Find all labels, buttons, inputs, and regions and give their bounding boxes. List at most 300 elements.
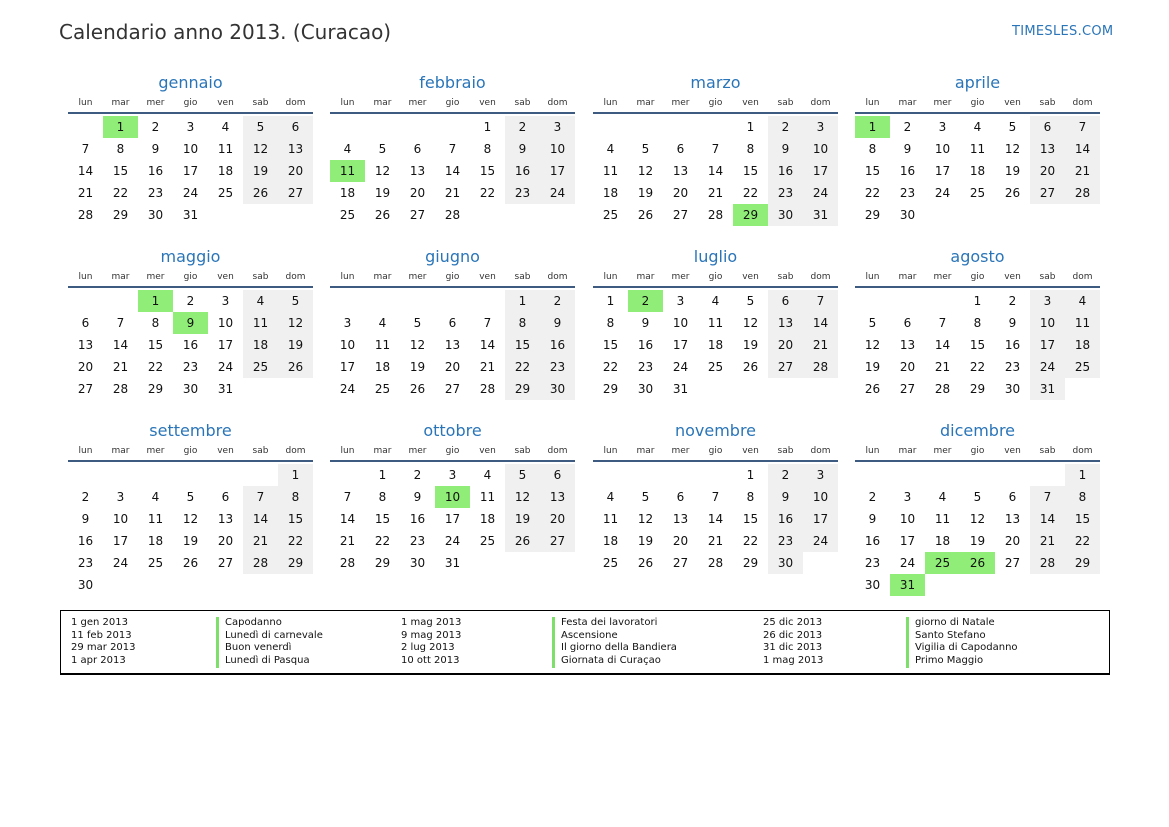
day-cell: 2 bbox=[81, 490, 90, 504]
month-agosto bbox=[855, 246, 1100, 400]
day-cell: 9 bbox=[903, 142, 912, 156]
day-cell: 22 bbox=[147, 360, 164, 374]
weekday-label: mer bbox=[671, 272, 690, 282]
day-cell: 24 bbox=[217, 360, 234, 374]
month-settembre bbox=[68, 420, 313, 596]
day-cell: 28 bbox=[479, 382, 496, 396]
day-cell: 29 bbox=[278, 552, 313, 574]
day-grid bbox=[855, 116, 1100, 226]
day-cell: 11 bbox=[374, 338, 391, 352]
day-cell: 16 bbox=[864, 534, 881, 548]
day-cell: 13 bbox=[409, 164, 426, 178]
day-cell: 30 bbox=[768, 204, 803, 226]
day-cell: 29 bbox=[147, 382, 164, 396]
weekday-header bbox=[330, 270, 575, 288]
day-cell: 4 bbox=[221, 120, 230, 134]
day-cell: 23 bbox=[637, 360, 654, 374]
empty-cell bbox=[663, 464, 698, 486]
legend-date: 10 ott 2013 bbox=[401, 655, 460, 667]
day-cell: 29 bbox=[1065, 552, 1100, 574]
day-cell: 3 bbox=[448, 468, 457, 482]
weekday-label: sab bbox=[777, 98, 794, 108]
day-cell: 19 bbox=[182, 534, 199, 548]
day-cell: 8 bbox=[378, 490, 387, 504]
legend-date: 29 mar 2013 bbox=[71, 642, 136, 654]
weekday-label: mar bbox=[636, 98, 655, 108]
day-cell: 25 bbox=[602, 208, 619, 222]
day-cell: 14 bbox=[707, 164, 724, 178]
month-gennaio bbox=[68, 72, 313, 226]
weekday-label: mar bbox=[898, 446, 917, 456]
day-cell: 22 bbox=[374, 534, 391, 548]
day-cell: 12 bbox=[278, 312, 313, 334]
day-cell: 1 bbox=[1065, 464, 1100, 486]
day-cell: 13 bbox=[278, 138, 313, 160]
day-grid bbox=[330, 290, 575, 400]
weekday-label: mer bbox=[671, 446, 690, 456]
weekday-label: dom bbox=[1072, 446, 1093, 456]
day-cell: 22 bbox=[112, 186, 129, 200]
day-cell: 24 bbox=[803, 182, 838, 204]
day-grid bbox=[330, 464, 575, 574]
day-cell: 13 bbox=[217, 512, 234, 526]
empty-cell bbox=[593, 464, 628, 486]
day-cell: 19 bbox=[243, 160, 278, 182]
day-cell: 15 bbox=[505, 334, 540, 356]
weekday-label: ven bbox=[742, 98, 759, 108]
day-cell: 10 bbox=[1030, 312, 1065, 334]
day-cell: 10 bbox=[899, 512, 916, 526]
day-cell: 27 bbox=[1004, 556, 1021, 570]
day-cell: 16 bbox=[768, 508, 803, 530]
day-cell: 19 bbox=[969, 534, 986, 548]
legend-date: 25 dic 2013 bbox=[763, 617, 823, 628]
weekday-label: lun bbox=[78, 272, 93, 282]
day-cell: 19 bbox=[637, 534, 654, 548]
day-cell: 6 bbox=[903, 316, 912, 330]
day-cell: 12 bbox=[637, 164, 654, 178]
day-cell: 23 bbox=[409, 534, 426, 548]
weekday-header bbox=[68, 444, 313, 462]
empty-cell bbox=[138, 464, 173, 486]
day-cell: 4 bbox=[711, 294, 720, 308]
day-cell: 5 bbox=[1008, 120, 1017, 134]
day-cell: 19 bbox=[409, 360, 426, 374]
weekday-label: lun bbox=[340, 98, 355, 108]
legend-date: 11 feb 2013 bbox=[71, 629, 132, 641]
weekday-label: gio bbox=[445, 446, 460, 456]
day-cell: 14 bbox=[339, 512, 356, 526]
day-cell: 1 bbox=[278, 464, 313, 486]
day-cell: 17 bbox=[112, 534, 129, 548]
month-luglio bbox=[593, 246, 838, 400]
day-cell: 24 bbox=[540, 182, 575, 204]
day-cell: 16 bbox=[637, 338, 654, 352]
legend-holiday-name: Vigilia di Capodanno bbox=[915, 642, 1018, 654]
weekday-header bbox=[68, 270, 313, 288]
empty-cell bbox=[68, 464, 103, 486]
day-cell: 4 bbox=[973, 120, 982, 134]
day-cell: 31 bbox=[217, 382, 234, 396]
day-cell: 6 bbox=[81, 316, 90, 330]
day-cell: 16 bbox=[899, 164, 916, 178]
holiday-day-cell: 1 bbox=[103, 116, 138, 138]
day-cell: 21 bbox=[444, 186, 461, 200]
day-cell: 23 bbox=[768, 530, 803, 552]
weekday-label: dom bbox=[547, 272, 568, 282]
day-cell: 14 bbox=[803, 312, 838, 334]
day-cell: 23 bbox=[182, 360, 199, 374]
day-cell: 28 bbox=[707, 556, 724, 570]
weekday-header bbox=[593, 444, 838, 462]
day-cell: 8 bbox=[868, 142, 877, 156]
empty-cell bbox=[470, 290, 505, 312]
day-cell: 25 bbox=[602, 556, 619, 570]
weekday-label: mer bbox=[933, 272, 952, 282]
month-name: gennaio bbox=[158, 73, 223, 92]
day-cell: 8 bbox=[116, 142, 125, 156]
day-cell: 13 bbox=[77, 338, 94, 352]
day-cell: 29 bbox=[505, 378, 540, 400]
day-cell: 7 bbox=[243, 486, 278, 508]
day-cell: 8 bbox=[278, 486, 313, 508]
legend-holiday-name: Santo Stefano bbox=[915, 629, 986, 641]
holiday-day-cell: 10 bbox=[435, 486, 470, 508]
day-cell: 20 bbox=[444, 360, 461, 374]
weekday-label: lun bbox=[865, 446, 880, 456]
day-cell: 13 bbox=[899, 338, 916, 352]
legend-dates-col-2 bbox=[401, 617, 461, 668]
day-cell: 22 bbox=[864, 186, 881, 200]
legend-date: 2 lug 2013 bbox=[401, 642, 455, 654]
empty-cell bbox=[400, 290, 435, 312]
day-cell: 17 bbox=[934, 164, 951, 178]
day-cell: 18 bbox=[934, 534, 951, 548]
day-cell: 7 bbox=[1030, 486, 1065, 508]
month-marzo bbox=[593, 72, 838, 226]
day-cell: 10 bbox=[339, 338, 356, 352]
holiday-day-cell: 31 bbox=[890, 574, 925, 596]
day-cell: 2 bbox=[540, 290, 575, 312]
day-cell: 2 bbox=[505, 116, 540, 138]
weekday-label: sab bbox=[514, 98, 531, 108]
day-cell: 30 bbox=[540, 378, 575, 400]
day-cell: 22 bbox=[479, 186, 496, 200]
day-cell: 9 bbox=[641, 316, 650, 330]
day-cell: 13 bbox=[1004, 512, 1021, 526]
day-cell: 27 bbox=[899, 382, 916, 396]
day-cell: 15 bbox=[1065, 508, 1100, 530]
day-cell: 28 bbox=[1065, 182, 1100, 204]
month-maggio bbox=[68, 246, 313, 400]
weekday-label: ven bbox=[217, 446, 234, 456]
day-cell: 7 bbox=[81, 142, 90, 156]
weekday-label: lun bbox=[78, 446, 93, 456]
day-cell: 5 bbox=[505, 464, 540, 486]
day-cell: 4 bbox=[606, 142, 615, 156]
day-cell: 3 bbox=[186, 120, 195, 134]
weekday-label: gio bbox=[970, 446, 985, 456]
holiday-day-cell: 26 bbox=[960, 552, 995, 574]
weekday-header bbox=[68, 96, 313, 114]
legend-names-col-2 bbox=[552, 617, 677, 668]
weekday-label: lun bbox=[865, 98, 880, 108]
weekday-label: gio bbox=[708, 272, 723, 282]
weekday-label: dom bbox=[810, 446, 831, 456]
day-cell: 28 bbox=[77, 208, 94, 222]
day-cell: 16 bbox=[768, 160, 803, 182]
empty-cell bbox=[435, 116, 470, 138]
weekday-label: mar bbox=[636, 446, 655, 456]
day-cell: 10 bbox=[217, 316, 234, 330]
day-cell: 16 bbox=[505, 160, 540, 182]
day-cell: 8 bbox=[746, 490, 755, 504]
day-cell: 6 bbox=[768, 290, 803, 312]
day-cell: 11 bbox=[217, 142, 234, 156]
day-cell: 12 bbox=[969, 512, 986, 526]
weekday-header bbox=[855, 444, 1100, 462]
day-cell: 7 bbox=[711, 490, 720, 504]
empty-cell bbox=[1030, 464, 1065, 486]
day-cell: 15 bbox=[602, 338, 619, 352]
weekday-label: ven bbox=[742, 446, 759, 456]
day-cell: 8 bbox=[1065, 486, 1100, 508]
weekday-label: mar bbox=[373, 272, 392, 282]
empty-cell bbox=[330, 116, 365, 138]
day-cell: 1 bbox=[746, 120, 755, 134]
day-cell: 11 bbox=[147, 512, 164, 526]
day-cell: 15 bbox=[864, 164, 881, 178]
day-cell: 8 bbox=[483, 142, 492, 156]
weekday-label: mer bbox=[408, 446, 427, 456]
day-cell: 5 bbox=[278, 290, 313, 312]
day-cell: 23 bbox=[864, 556, 881, 570]
brand-link[interactable]: TIMESLES.COM bbox=[1012, 24, 1114, 39]
day-cell: 13 bbox=[1030, 138, 1065, 160]
weekday-label: gio bbox=[445, 98, 460, 108]
day-cell: 7 bbox=[803, 290, 838, 312]
month-aprile bbox=[855, 72, 1100, 226]
day-cell: 8 bbox=[746, 142, 755, 156]
day-cell: 28 bbox=[1030, 552, 1065, 574]
day-cell: 27 bbox=[768, 356, 803, 378]
day-cell: 21 bbox=[479, 360, 496, 374]
day-cell: 27 bbox=[1030, 182, 1065, 204]
holiday-day-cell: 29 bbox=[733, 204, 768, 226]
day-cell: 25 bbox=[243, 356, 278, 378]
day-cell: 1 bbox=[378, 468, 387, 482]
day-cell: 29 bbox=[742, 556, 759, 570]
day-cell: 22 bbox=[742, 186, 759, 200]
weekday-label: ven bbox=[742, 272, 759, 282]
day-cell: 13 bbox=[672, 164, 689, 178]
day-cell: 17 bbox=[182, 164, 199, 178]
holiday-day-cell: 25 bbox=[925, 552, 960, 574]
day-cell: 10 bbox=[934, 142, 951, 156]
day-cell: 28 bbox=[112, 382, 129, 396]
month-name: novembre bbox=[674, 421, 757, 440]
day-cell: 19 bbox=[505, 508, 540, 530]
weekday-label: mer bbox=[671, 98, 690, 108]
legend-holiday-name: Primo Maggio bbox=[915, 655, 984, 667]
day-cell: 8 bbox=[973, 316, 982, 330]
weekday-label: sab bbox=[514, 446, 531, 456]
weekday-label: gio bbox=[708, 98, 723, 108]
day-cell: 14 bbox=[479, 338, 496, 352]
weekday-label: sab bbox=[252, 98, 269, 108]
day-cell: 24 bbox=[803, 530, 838, 552]
month-dicembre bbox=[855, 420, 1100, 596]
day-cell: 20 bbox=[899, 360, 916, 374]
day-cell: 23 bbox=[77, 556, 94, 570]
weekday-label: gio bbox=[445, 272, 460, 282]
day-cell: 22 bbox=[278, 530, 313, 552]
day-cell: 27 bbox=[278, 182, 313, 204]
day-cell: 21 bbox=[707, 534, 724, 548]
month-giugno bbox=[330, 246, 575, 400]
day-grid bbox=[68, 464, 313, 596]
weekday-label: dom bbox=[285, 272, 306, 282]
weekday-label: sab bbox=[252, 272, 269, 282]
day-cell: 20 bbox=[1004, 534, 1021, 548]
day-cell: 21 bbox=[1030, 530, 1065, 552]
empty-cell bbox=[435, 290, 470, 312]
day-cell: 2 bbox=[903, 120, 912, 134]
day-cell: 9 bbox=[413, 490, 422, 504]
day-cell: 25 bbox=[147, 556, 164, 570]
day-cell: 27 bbox=[77, 382, 94, 396]
day-cell: 10 bbox=[672, 316, 689, 330]
weekday-label: ven bbox=[217, 98, 234, 108]
weekday-label: gio bbox=[183, 98, 198, 108]
day-cell: 27 bbox=[217, 556, 234, 570]
day-cell: 14 bbox=[934, 338, 951, 352]
holiday-day-cell: 9 bbox=[173, 312, 208, 334]
day-cell: 9 bbox=[868, 512, 877, 526]
day-cell: 18 bbox=[602, 186, 619, 200]
day-cell: 15 bbox=[112, 164, 129, 178]
day-cell: 23 bbox=[899, 186, 916, 200]
weekday-label: mer bbox=[933, 446, 952, 456]
day-cell: 2 bbox=[1008, 294, 1017, 308]
weekday-label: sab bbox=[777, 272, 794, 282]
day-cell: 3 bbox=[116, 490, 125, 504]
weekday-label: dom bbox=[285, 98, 306, 108]
day-cell: 16 bbox=[1004, 338, 1021, 352]
legend-holiday-name: Lunedì di Pasqua bbox=[225, 655, 310, 667]
weekday-label: lun bbox=[603, 98, 618, 108]
weekday-label: dom bbox=[1072, 272, 1093, 282]
day-cell: 22 bbox=[742, 534, 759, 548]
day-cell: 9 bbox=[1008, 316, 1017, 330]
empty-cell bbox=[995, 464, 1030, 486]
day-cell: 21 bbox=[1065, 160, 1100, 182]
month-ottobre bbox=[330, 420, 575, 574]
legend-holiday-name: Lunedì di carnevale bbox=[225, 629, 323, 641]
legend-dates-col-1 bbox=[71, 617, 136, 668]
day-cell: 26 bbox=[637, 556, 654, 570]
day-cell: 31 bbox=[444, 556, 461, 570]
day-cell: 3 bbox=[343, 316, 352, 330]
month-name: dicembre bbox=[939, 421, 1016, 440]
weekday-label: mar bbox=[373, 98, 392, 108]
day-cell: 2 bbox=[768, 464, 803, 486]
month-novembre bbox=[593, 420, 838, 574]
day-grid bbox=[593, 116, 838, 226]
weekday-label: ven bbox=[479, 272, 496, 282]
day-cell: 1 bbox=[973, 294, 982, 308]
empty-cell bbox=[925, 464, 960, 486]
day-cell: 6 bbox=[448, 316, 457, 330]
weekday-label: lun bbox=[340, 446, 355, 456]
day-cell: 27 bbox=[444, 382, 461, 396]
empty-cell bbox=[400, 116, 435, 138]
day-grid bbox=[68, 290, 313, 400]
day-cell: 28 bbox=[707, 208, 724, 222]
day-cell: 19 bbox=[1004, 164, 1021, 178]
day-cell: 24 bbox=[182, 186, 199, 200]
weekday-label: sab bbox=[1039, 446, 1056, 456]
day-cell: 30 bbox=[77, 578, 94, 592]
day-cell: 20 bbox=[278, 160, 313, 182]
day-cell: 10 bbox=[803, 486, 838, 508]
day-cell: 22 bbox=[505, 356, 540, 378]
day-cell: 18 bbox=[217, 164, 234, 178]
day-cell: 16 bbox=[77, 534, 94, 548]
day-cell: 31 bbox=[182, 208, 199, 222]
day-cell: 30 bbox=[899, 208, 916, 222]
weekday-header bbox=[330, 444, 575, 462]
day-cell: 11 bbox=[243, 312, 278, 334]
legend-holiday-name: Il giorno della Bandiera bbox=[561, 642, 677, 654]
holiday-day-cell: 1 bbox=[138, 290, 173, 312]
weekday-header bbox=[855, 96, 1100, 114]
day-cell: 8 bbox=[151, 316, 160, 330]
empty-cell bbox=[103, 464, 138, 486]
day-cell: 19 bbox=[864, 360, 881, 374]
day-cell: 1 bbox=[483, 120, 492, 134]
day-cell: 18 bbox=[479, 512, 496, 526]
weekday-label: ven bbox=[479, 446, 496, 456]
empty-cell bbox=[68, 116, 103, 138]
day-cell: 3 bbox=[803, 464, 838, 486]
day-cell: 4 bbox=[243, 290, 278, 312]
day-cell: 13 bbox=[540, 486, 575, 508]
empty-cell bbox=[243, 464, 278, 486]
weekday-header bbox=[593, 270, 838, 288]
weekday-header bbox=[330, 96, 575, 114]
legend-holiday-name: Festa dei lavoratori bbox=[561, 617, 658, 628]
day-cell: 1 bbox=[505, 290, 540, 312]
weekday-label: dom bbox=[285, 446, 306, 456]
weekday-label: dom bbox=[810, 98, 831, 108]
day-cell: 24 bbox=[444, 534, 461, 548]
weekday-label: gio bbox=[970, 272, 985, 282]
weekday-label: mer bbox=[933, 98, 952, 108]
day-cell: 22 bbox=[602, 360, 619, 374]
weekday-label: mar bbox=[111, 446, 130, 456]
day-cell: 9 bbox=[540, 312, 575, 334]
holiday-day-cell: 1 bbox=[855, 116, 890, 138]
weekday-label: mar bbox=[898, 98, 917, 108]
day-cell: 18 bbox=[969, 164, 986, 178]
day-cell: 12 bbox=[505, 486, 540, 508]
weekday-header bbox=[593, 96, 838, 114]
day-cell: 9 bbox=[768, 138, 803, 160]
legend-date: 1 mag 2013 bbox=[763, 655, 824, 667]
day-cell: 13 bbox=[768, 312, 803, 334]
empty-cell bbox=[663, 116, 698, 138]
